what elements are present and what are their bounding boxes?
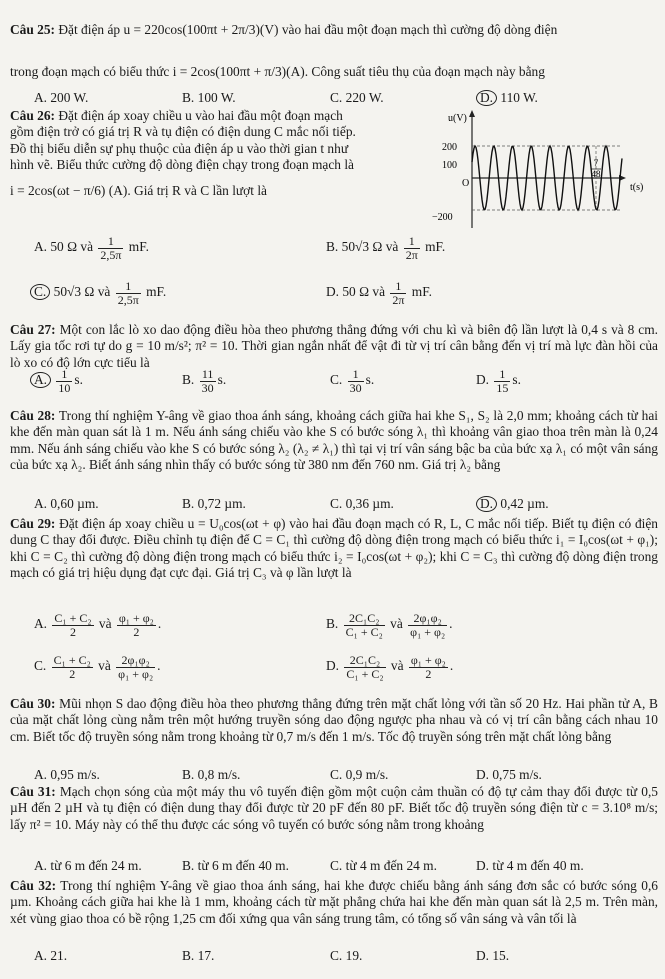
q25-line2: trong đoạn mạch có biểu thức i = 2cos(100πt + π/3)(A). Công suất tiêu thụ của đoạn mạch này bằng: [10, 64, 545, 79]
q29-text: Đặt điện áp xoay chiều u = U₀cos(ωt + φ) vào hai đầu đoạn mạch có R, L, C mắc nối tiếp. Biết tụ điện có điện dung C thay đổi được. Điều chỉnh tụ điện để C = C₁ thì cường độ dòng điện trong mạch có biểu thức i₁ = I₀cos(ωt + φ₁); khi C = C₂ thì cường độ dòng điện trong mạch có biểu thức i₂ = I₀cos(ωt + φ₂); khi C = C₃ thì cường độ dòng điện trong mạch có giá trị hiệu dụng đạt cực đại. Giá trị C₃ và φ lần lượt là: [10, 516, 658, 581]
q26-option-a[interactable]: A. 50 Ω và $\frac{1}{2,5\pi}$ mF.: [34, 234, 149, 262]
tick-label-minus-200: −200: [432, 212, 453, 223]
q32-option-c[interactable]: C. 19.: [330, 948, 363, 963]
q32-option-a[interactable]: A. 21.: [34, 948, 68, 963]
q30-option-b[interactable]: B. 0,8 m/s.: [182, 767, 241, 782]
q31-option-b[interactable]: B. từ 6 m đến 40 m.: [182, 858, 289, 873]
x-axis-label: t(s): [630, 182, 644, 193]
t-mark-numerator: 7: [593, 158, 599, 168]
q27-option-b[interactable]: B. $\frac{11}{30}$ s.: [182, 367, 227, 395]
q29-option-d[interactable]: D. $\frac{\text{2C₁C₂}}{\text{C₁ + C₂}}$ và $\frac{\text{φ₁ + φ₂}}{2}$ .: [326, 653, 454, 681]
q28-option-a[interactable]: A. 0,60 µm.: [34, 496, 99, 511]
q28-option-b[interactable]: B. 0,72 µm.: [182, 496, 246, 511]
q31-stem: [10, 784, 658, 833]
y-axis-arrow: [469, 110, 475, 117]
origin-label: O: [462, 178, 470, 189]
q27-option-a[interactable]: A. $\frac{1}{10}$ s.: [30, 368, 83, 394]
q25-option-d-text: 110 W.: [500, 90, 538, 105]
q31-option-a[interactable]: A. từ 6 m đến 24 m.: [34, 858, 142, 873]
q26-label: Câu 26:: [10, 108, 56, 123]
q28-option-c[interactable]: C. 0,36 µm.: [330, 496, 394, 511]
q29-option-c[interactable]: C. $\frac{\text{C₁ + C₂}}{2}$ và $\frac{\text{2φ₁φ₂}}{\text{φ₁ + φ₂}}$ .: [34, 653, 161, 681]
q25-line1: [10, 22, 658, 38]
q26-option-c[interactable]: C. 50√3 Ω và $\frac{1}{2,5\pi}$ mF.: [30, 280, 166, 306]
voltage-time-graph: [420, 108, 660, 230]
tick-label-100: 100: [442, 160, 457, 171]
q28-label: Câu 28:: [10, 408, 56, 423]
q27-option-c[interactable]: C. $\frac{1}{30}$ s.: [330, 367, 375, 395]
q28-option-d-circle: D.: [476, 496, 497, 512]
q26-line3: Đồ thị biểu diễn sự phụ thuộc của điện áp u vào thời gian t như: [10, 140, 349, 156]
q26-line1: Đặt điện áp xoay chiều u vào hai đầu một đoạn mạch: [58, 108, 343, 123]
q32-stem: [10, 878, 658, 927]
q29-stem: [10, 516, 658, 581]
q32-label: Câu 32:: [10, 878, 57, 893]
q28-text: Trong thí nghiệm Y-âng về giao thoa ánh sáng, khoảng cách giữa hai khe S₁, S₂ là 2,0 mm; khoảng cách từ hai khe đến màn quan sát là 1 m. Nếu ánh sáng chiếu vào khe S có bước sóng λ₁ thì khoảng vân giao thoa trên màn là 0,24 mm. Nếu ánh sáng chiếu vào khe S có bước sóng λ₂ (λ₂ ≠ λ₁) thì tại vị trí vân sáng bậc ba của bức xạ λ₁ có một vân sáng của bức xạ λ₂. Biết ánh sáng nhìn thấy có bước sóng từ 380 nm đến 760 nm. Giá trị λ₂ bằng: [10, 408, 659, 473]
q27-label: Câu 27:: [10, 322, 56, 337]
q26-line5: i = 2cos(ωt − π/6) (A). Giá trị R và C lần lượt là: [10, 183, 267, 199]
q26-option-d[interactable]: D. 50 Ω và $\frac{1}{2\pi}$ mF.: [326, 279, 432, 307]
q27-text: Một con lắc lò xo dao động điều hòa theo phương thẳng đứng với chu kì và biên độ lần lượt là 0,4 s và 8 cm. Lấy gia tốc rơi tự do g = 10 m/s²; π² = 10. Thời gian ngắn nhất để vật đi từ vị trí cân bằng đến vị trí mà lực đàn hồi của lò xo có độ lớn cực tiểu là: [10, 322, 658, 370]
q29-label: Câu 29:: [10, 516, 56, 531]
q27-option-d[interactable]: D. $\frac{1}{15}$ s.: [476, 367, 521, 395]
q26-option-b[interactable]: B. 50√3 Ω và $\frac{1}{2\pi}$ mF.: [326, 234, 446, 262]
q25-option-b[interactable]: B. 100 W.: [182, 90, 236, 105]
q32-option-b[interactable]: B. 17.: [182, 948, 215, 963]
q31-option-c[interactable]: C. từ 4 m đến 24 m.: [330, 858, 437, 873]
t-mark-denominator: 48: [591, 169, 601, 179]
q26-line2: gồm điện trở có giá trị R và tụ điện có điện dung C mắc nối tiếp.: [10, 124, 356, 140]
q30-text: Mũi nhọn S dao động điều hòa theo phương thẳng đứng trên mặt chất lỏng với tần số 20 Hz. Hai phần tử A, B của mặt chất lỏng cùng nằm trên một hướng truyền sóng dao động ngược pha nhau và có vị trí cân bằng cách nhau 10 cm. Biết tốc độ truyền sóng nằm trong khoảng từ 0,7 m/s đến 1 m/s. Tốc độ truyền sóng trên mặt chất lỏng bằng: [10, 696, 658, 744]
q32-text: Trong thí nghiệm Y-âng về giao thoa ánh sáng, hai khe được chiếu bằng ánh sáng đơn sắc có bước sóng 0,6 µm. Khoảng cách giữa hai khe là 1 mm, khoảng cách từ mặt phẳng chứa hai khe đến màn quan sát là 2,5 m. Trên màn, xét vùng giao thoa có bề rộng 1,25 cm đối xứng qua vân sáng trung tâm, có tổng số vân sáng và vân tối là: [10, 878, 659, 926]
q30-option-c[interactable]: C. 0,9 m/s.: [330, 767, 389, 782]
q31-option-d[interactable]: D. từ 4 m đến 40 m.: [476, 858, 584, 873]
q25-option-a[interactable]: A. 200 W.: [34, 90, 89, 105]
q30-option-a[interactable]: A. 0,95 m/s.: [34, 767, 100, 782]
q32-option-d[interactable]: D. 15.: [476, 948, 510, 963]
q26-option-c-circle: C.: [30, 284, 50, 300]
q30-stem: [10, 696, 658, 745]
y-axis-label: u(V): [448, 113, 467, 124]
q28-option-d[interactable]: [476, 496, 549, 512]
q26-line4: hình vẽ. Biểu thức cường độ dòng điện chạy trong đoạn mạch là: [10, 157, 355, 173]
q31-text: Mạch chọn sóng của một máy thu vô tuyến điện gồm một cuộn cảm thuần có độ tự cảm thay đổi được từ 0,5 µH đến 2 µH và tụ điện có điện dung thay đổi được từ 20 pF đến 80 pF. Biết tốc độ truyền sóng điện từ c = 3.10⁸ m/s; lấy π² = 10. Máy này có thể thu được các sóng vô tuyến có bước sóng nằm trong khoảng: [10, 784, 658, 832]
q25-option-d[interactable]: [476, 90, 538, 106]
q28-option-d-text: 0,42 µm.: [500, 496, 549, 511]
q29-option-b[interactable]: B. $\frac{\text{2C₁C₂}}{\text{C₁ + C₂}}$ và $\frac{\text{2φ₁φ₂}}{\text{φ₁ + φ₂}}$ .: [326, 611, 453, 639]
q29-option-a[interactable]: A. $\frac{\text{C₁ + C₂}}{2}$ và $\frac{\text{φ₁ + φ₂}}{2}$ .: [34, 611, 162, 639]
q25-label: Câu 25:: [10, 22, 56, 37]
q25-option-d-circle: D.: [476, 90, 497, 106]
q25-option-c[interactable]: C. 220 W.: [330, 90, 384, 105]
q28-stem: [10, 408, 658, 473]
q27-stem: [10, 322, 658, 371]
tick-label-200: 200: [442, 142, 457, 153]
q25-stem-line1: Đặt điện áp u = 220cos(100πt + 2π/3)(V) vào hai đầu một đoạn mạch thì cường độ dòng điện: [58, 22, 558, 37]
q26-stem: [10, 108, 430, 200]
q30-option-d[interactable]: D. 0,75 m/s.: [476, 767, 542, 782]
q31-label: Câu 31:: [10, 784, 56, 799]
q30-label: Câu 30:: [10, 696, 56, 711]
q27-option-a-circle: A.: [30, 372, 51, 388]
